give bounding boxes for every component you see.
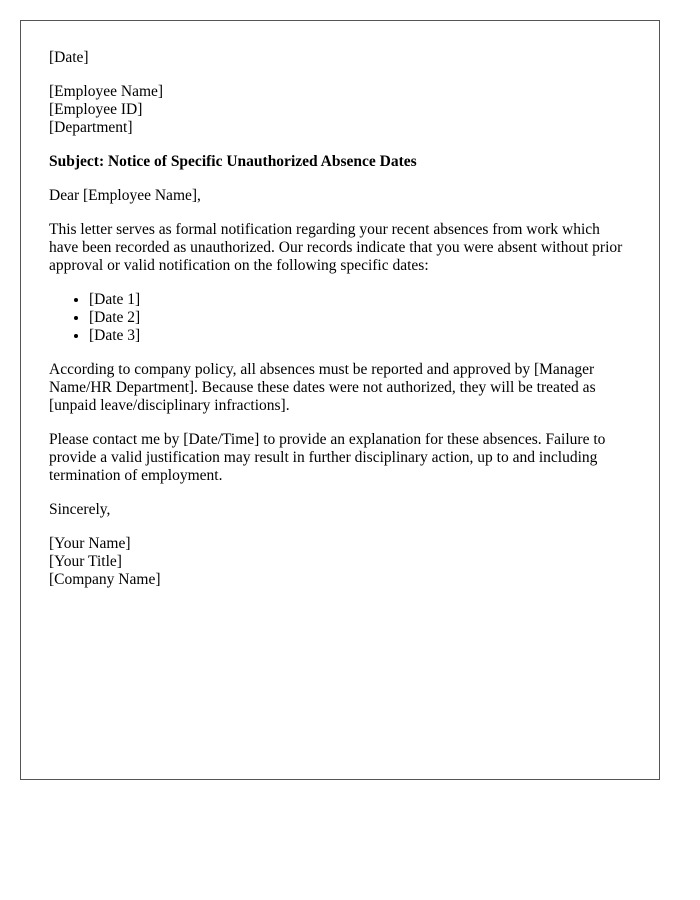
sender-title: [Your Title] xyxy=(49,553,122,570)
sender-block xyxy=(49,535,631,589)
list-item: • [Date 3] xyxy=(89,327,631,345)
salutation: Dear [Employee Name], xyxy=(49,187,201,204)
recipient-name: [Employee Name] xyxy=(49,83,164,100)
list-item: • [Date 2] xyxy=(89,309,631,327)
recipient-id: [Employee ID] xyxy=(49,101,143,118)
letter-page xyxy=(20,20,660,780)
list-item: • [Date 1] xyxy=(89,291,631,309)
paragraph-notification: This letter serves as formal notification regarding your recent absences from work which have been recorded as unauthorized. Our records indicate that you were absent without prior approval or valid notification on the following specific dates: xyxy=(49,221,623,274)
paragraph-contact: Please contact me by [Date/Time] to provide an explanation for these absences. Failure to provide a valid justification may result in further disciplinary action, up to and including termination of employment. xyxy=(49,431,606,484)
recipient-block xyxy=(49,83,631,137)
letter-date: [Date] xyxy=(49,49,89,66)
sender-company: [Company Name] xyxy=(49,571,161,588)
sender-name: [Your Name] xyxy=(49,535,131,552)
paragraph-policy: According to company policy, all absences must be reported and approved by [Manager Name/HR Department]. Because these dates were not authorized, they will be treated as [unpaid leave/disciplinary infractions]. xyxy=(49,361,596,414)
recipient-department: [Department] xyxy=(49,119,133,136)
absence-dates-list xyxy=(49,291,631,345)
letter-subject: Subject: Notice of Specific Unauthorized Absence Dates xyxy=(49,153,417,170)
closing: Sincerely, xyxy=(49,501,111,518)
